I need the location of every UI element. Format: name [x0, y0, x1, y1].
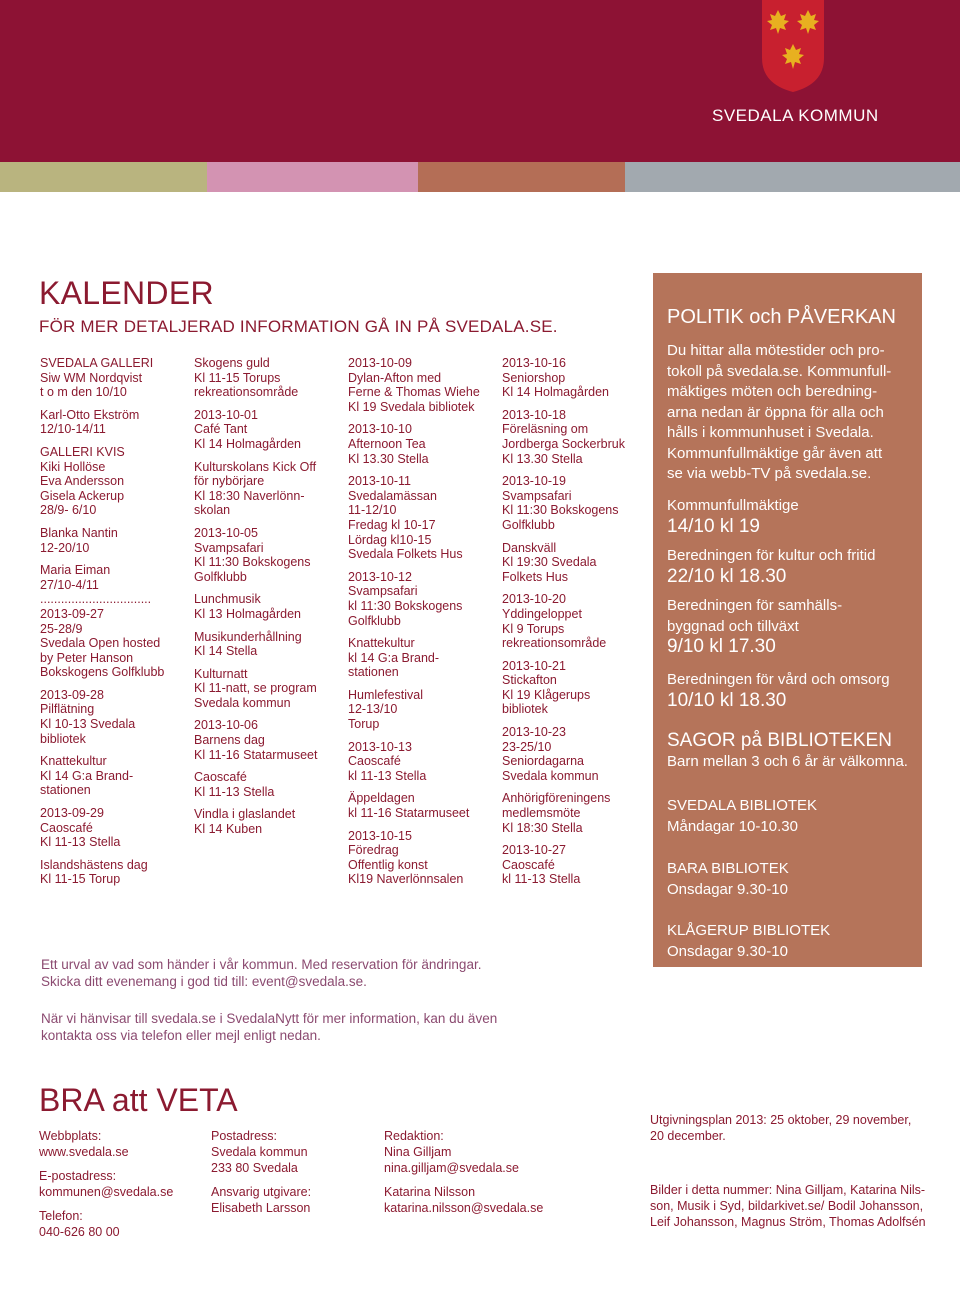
calendar-entry-line: 2013-10-06: [194, 718, 258, 733]
phone-number: 040-626 80 00: [39, 1225, 120, 1239]
calendar-entry-line: Dylan-Afton med: [348, 370, 442, 385]
calendar-entry-line: Kl 14 Holmagården: [502, 385, 610, 400]
contact-note: [41, 1010, 497, 1044]
calendar-entry-line: 2013-10-21: [502, 658, 566, 673]
lib1-block: [667, 796, 817, 837]
editorial-info: [384, 1128, 543, 1216]
calendar-entry-line: Kl 14 Stella: [194, 644, 258, 659]
calendar-entry-line: Golfklubb: [194, 569, 247, 584]
b2-label-2: byggnad och tillväxt: [667, 617, 799, 635]
calendar-entry-line: Kulturskolans Kick Off: [194, 459, 317, 474]
sagor-title: SAGOR på BIBLIOTEKEN: [667, 730, 892, 751]
calendar-entry-line: Eva Andersson: [40, 474, 125, 489]
calendar-entry-line: Musikunderhållning: [194, 629, 302, 644]
calendar-entry-line: 2013-10-12: [348, 569, 412, 584]
calendar-entry-line: Torup: [348, 717, 380, 732]
entry-gap: [194, 710, 339, 718]
calendar-entry-line: Svedala Open hosted: [40, 636, 161, 651]
entry-gap: [194, 452, 339, 460]
calendar-entry-line: Ferne & Thomas Wiehe: [348, 385, 480, 400]
panel-intro-line: arna nedan är öppna för alla och: [667, 403, 884, 421]
publication-plan: [650, 1112, 911, 1144]
calendar-entry-line: GALLERI KVIS: [40, 444, 125, 459]
contact-line-1: När vi hänvisar till svedala.se i SvedalaNytt för mer information, kan du även: [41, 1011, 498, 1026]
b3-date: 10/10 kl 18.30: [667, 689, 787, 711]
lib1-name: SVEDALA BIBLIOTEK: [667, 797, 818, 814]
calendar-entry-line: kl 11-13 Stella: [502, 872, 581, 887]
calendar-entry-line: för nybörjare: [194, 474, 265, 489]
calendar-entry-line: 27/10-4/11: [40, 577, 99, 592]
b1-block: [667, 546, 875, 587]
calendar-entry-line: 2013-10-01: [194, 407, 258, 422]
b2-label-1: Beredningen för samhälls-: [667, 597, 843, 614]
calendar-entry-line: Maria Eiman: [40, 563, 111, 578]
entry-gap: [502, 835, 647, 843]
calendar-entry-line: Skogens guld: [194, 356, 270, 370]
editor-1-email[interactable]: nina.gilljam@svedala.se: [384, 1161, 519, 1175]
calendar-entry-line: 2013-10-11: [348, 474, 412, 489]
calendar-entry-line: Bokskogens Golfklubb: [40, 665, 165, 680]
contact-line-2: kontakta oss via telefon eller mejl enligt nedan.: [41, 1028, 321, 1043]
calendar-entry-line: Kl 11-16 Statarmuseet: [194, 747, 318, 762]
publisher-label: Ansvarig utgivare:: [211, 1185, 312, 1199]
entry-gap: [194, 659, 339, 667]
entry-gap: [348, 562, 498, 570]
post-label: Postadress:: [211, 1129, 278, 1143]
calendar-entry-line: 12-20/10: [40, 540, 90, 555]
contact-info: [39, 1128, 173, 1240]
calendar-entry-line: Svedala kommun: [194, 695, 291, 710]
calendar-entry-line: Seniorshop: [502, 370, 566, 385]
lib2-time: Onsdagar 9.30-10: [667, 880, 788, 898]
calendar-entry-line: Blanka Nantin: [40, 525, 118, 540]
entry-gap: [348, 783, 498, 791]
calendar-entry-line: Kl 9 Torups: [502, 621, 565, 636]
entry-gap: [502, 584, 647, 592]
calendar-entry-line: 2013-10-20: [502, 592, 566, 607]
entry-gap: [502, 651, 647, 659]
calendar-entry-line: Svedala Folkets Hus: [348, 547, 463, 562]
calendar-entry-line: Knattekultur: [348, 636, 415, 651]
calendar-entry-line: Svedala kommun: [502, 768, 599, 783]
calendar-entry-line: 2013-10-05: [194, 525, 258, 540]
calendar-entry-line: Anhörigföreningens: [502, 791, 611, 806]
calendar-entry-line: Kl 14 G:a Brand-: [40, 768, 134, 783]
calendar-entry-line: 2013-10-19: [502, 474, 566, 489]
header-banner: [0, 0, 960, 162]
calendar-entry-line: Kiki Hollöse: [40, 459, 106, 474]
calendar-entry-line: skolan: [194, 503, 231, 518]
calendar-entry-line: Kulturnatt: [194, 666, 248, 681]
calendar-entry-line: 2013-09-28: [40, 687, 104, 702]
calendar-entry-line: bibliotek: [502, 702, 548, 717]
web-label: Webbplats:: [39, 1129, 102, 1143]
calendar-entry-line: Kl 18:30 Naverlönn-: [194, 488, 305, 503]
entry-gap: [40, 798, 185, 806]
entry-gap: [40, 555, 185, 563]
calendar-entry-line: Danskväll: [502, 540, 557, 555]
stripe-olive: [0, 162, 207, 192]
entry-gap: [40, 400, 185, 408]
publisher-name: Elisabeth Larsson: [211, 1201, 311, 1215]
entry-gap: [502, 717, 647, 725]
calendar-entry-line: Kl 10-13 Svedala: [40, 717, 136, 732]
entry-gap: [194, 518, 339, 526]
calendar-entry-line: Föredrag: [348, 843, 399, 858]
calendar-entry-line: Barnens dag: [194, 733, 265, 748]
calendar-entry-line: Svedalamässan: [348, 488, 437, 503]
lib3-time: Onsdagar 9.30-10: [667, 942, 788, 960]
calendar-entry-line: Humlefestival: [348, 687, 424, 702]
calendar-entry-line: Folkets Hus: [502, 569, 568, 584]
calendar-subtitle: FÖR MER DETALJERAD INFORMATION GÅ IN PÅ SVEDALA.SE.: [39, 317, 558, 336]
lib2-name: BARA BIBLIOTEK: [667, 860, 789, 877]
calendar-entry-line: 2013-10-16: [502, 356, 566, 370]
calendar-entry-line: Kl 11:30 Bokskogens: [502, 503, 619, 518]
calendar-entry-line: 11-12/10: [348, 503, 397, 518]
kf-date: 14/10 kl 19: [667, 515, 760, 537]
calendar-entry-line: Kl 11-13 Stella: [194, 784, 275, 799]
calendar-entry-line: Golfklubb: [502, 517, 555, 532]
calendar-entry-line: stationen: [40, 783, 91, 798]
entry-gap: [502, 400, 647, 408]
sagor-subtitle: Barn mellan 3 och 6 år är välkomna.: [667, 752, 908, 770]
credits-line-3: Leif Johansson, Magnus Ström, Thomas Adolfsén: [650, 1215, 926, 1229]
post-line-2: 233 80 Svedala: [211, 1161, 298, 1175]
calendar-entry-line: Kl 19:30 Svedala: [502, 555, 597, 570]
calendar-entry-line: 12/10-14/11: [40, 422, 106, 437]
entry-gap: [502, 783, 647, 791]
entry-gap: [194, 584, 339, 592]
calendar-entry-line: Seniordagarna: [502, 754, 585, 769]
calendar-entry-line: Caoscafé: [194, 770, 247, 785]
bra-att-veta-title: BRA att VETA: [39, 1082, 238, 1118]
calendar-entry-line: Kl19 Naverlönnsalen: [348, 872, 464, 887]
calendar-entry-line: 2013-10-27: [502, 843, 566, 858]
calendar-entry-line: Kl 19 Klågerups: [502, 687, 591, 702]
calendar-entry-line: 2013-10-13: [348, 739, 412, 754]
calendar-entry-line: kl 11-13 Stella: [348, 768, 427, 783]
calendar-entry-line: Kl 13.30 Stella: [348, 451, 429, 466]
b3-label: Beredningen för vård och omsorg: [667, 671, 890, 688]
calendar-entry-line: Svampsafari: [502, 488, 572, 503]
calendar-entry-line: kl 11-16 Statarmuseet: [348, 806, 470, 821]
calendar-entry-line: Föreläsning om: [502, 422, 589, 437]
sagor-block: [667, 731, 908, 772]
calendar-entry-line: Kl 11-natt, se program: [194, 681, 317, 696]
entry-gap: [40, 746, 185, 754]
calendar-entry-line: Fredag kl 10-17: [348, 517, 436, 532]
politics-panel: [653, 273, 922, 967]
b2-block: [667, 596, 842, 658]
calendar-entry-line: medlemsmöte: [502, 806, 581, 821]
entry-gap: [40, 850, 185, 858]
entry-gap: [194, 622, 339, 630]
phone-label: Telefon:: [39, 1209, 83, 1223]
stripe-pink: [207, 162, 418, 192]
calendar-entry-line: 2013-09-29: [40, 806, 104, 821]
web-link[interactable]: www.svedala.se: [39, 1145, 129, 1159]
disclaimer-line-1: Ett urval av vad som händer i vår kommun. Med reservation för ändringar.: [41, 957, 482, 972]
calendar-entry-line: Jordberga Sockerbruk: [502, 436, 625, 451]
calendar-entry-line: Caoscafé: [40, 820, 93, 835]
calendar-entry-line: Kl 14 Holmagården: [194, 436, 302, 451]
calendar-entry-line: Gisela Ackerup: [40, 488, 125, 503]
credits-line-1: Bilder i detta nummer: Nina Gilljam, Katarina Nils-: [650, 1183, 926, 1197]
editors-label: Redaktion:: [384, 1129, 444, 1143]
b2-date: 9/10 kl 17.30: [667, 636, 776, 657]
calendar-entry-line: kl 11:30 Bokskogens: [348, 598, 463, 613]
calendar-entry-line: stationen: [348, 665, 399, 680]
calendar-column-1: [40, 356, 185, 887]
dotted-divider: ................................: [40, 592, 152, 607]
calendar-entry-line: Kl 13.30 Stella: [502, 451, 583, 466]
calendar-entry-line: kl 14 G:a Brand-: [348, 650, 440, 665]
calendar-entry-line: rekreationsområde: [194, 385, 299, 400]
entry-gap: [348, 732, 498, 740]
calendar-entry-line: Kl 11-13 Stella: [40, 835, 121, 850]
calendar-entry-line: 2013-10-15: [348, 828, 412, 843]
calendar-entry-line: 2013-10-09: [348, 356, 412, 370]
calendar-entry-line: Afternoon Tea: [348, 436, 426, 451]
calendar-entry-line: 2013-10-23: [502, 725, 566, 740]
brand-name: SVEDALA KOMMUN: [712, 106, 879, 125]
panel-intro-line: se via webb-TV på svedala.se.: [667, 465, 872, 482]
calendar-entry-line: rekreationsområde: [502, 636, 607, 651]
panel-intro: [667, 341, 891, 485]
calendar-entry-line: 25-28/9: [40, 621, 83, 636]
calendar-entry-line: Kl 19 Svedala bibliotek: [348, 399, 475, 414]
calendar-entry-line: Café Tant: [194, 422, 248, 437]
calendar-entry-line: Kl 13 Holmagården: [194, 606, 302, 621]
calendar-entry-line: Karl-Otto Ekström: [40, 407, 140, 422]
calendar-entry-line: Kl 11-15 Torups: [194, 370, 281, 385]
calendar-entry-line: t o m den 10/10: [40, 385, 127, 400]
coat-of-arms-icon: [762, 0, 824, 92]
entry-gap: [348, 414, 498, 422]
calendar-entry-line: Kl 11:30 Bokskogens: [194, 555, 311, 570]
calendar-entry-line: 2013-09-27: [40, 606, 104, 621]
calendar-entry-line: Kl 11-15 Torup: [40, 872, 121, 887]
entry-gap: [194, 762, 339, 770]
postal-info: [211, 1128, 311, 1216]
calendar-entry-line: SVEDALA GALLERI: [40, 356, 154, 370]
editor-2-name: Katarina Nilsson: [384, 1185, 476, 1199]
panel-intro-line: Du hittar alla mötestider och pro-: [667, 342, 885, 359]
calendar-entry-line: Offentlig konst: [348, 857, 428, 872]
lib3-block: [667, 921, 830, 962]
calendar-entry-line: Stickafton: [502, 673, 557, 688]
calendar-column-4: [502, 356, 647, 887]
calendar-entry-line: Caoscafé: [502, 857, 555, 872]
entry-gap: [40, 437, 185, 445]
calendar-title: KALENDER: [39, 275, 214, 311]
plan-line-1: Utgivningsplan 2013: 25 oktober, 29 november,: [650, 1113, 912, 1127]
calendar-entry-line: 28/9- 6/10: [40, 503, 97, 518]
lib3-name: KLÅGERUP BIBLIOTEK: [667, 922, 831, 939]
stripe-terracotta: [418, 162, 625, 192]
email-label: E-postadress:: [39, 1169, 117, 1183]
lib2-block: [667, 859, 789, 900]
calendar-entry-line: 12-13/10: [348, 702, 398, 717]
entry-gap: [194, 400, 339, 408]
entry-gap: [502, 466, 647, 474]
calendar-entry-line: Golfklubb: [348, 613, 401, 628]
calendar-entry-line: Knattekultur: [40, 754, 107, 769]
entry-gap: [194, 799, 339, 807]
calendar-entry-line: Lunchmusik: [194, 592, 261, 607]
calendar-entry-line: Svampsafari: [348, 584, 418, 599]
calendar-entry-line: bibliotek: [40, 731, 86, 746]
calendar-entry-line: Kl 14 Kuben: [194, 822, 263, 837]
calendar-entry-line: 23-25/10: [502, 739, 552, 754]
calendar-entry-line: Pilflätning: [40, 702, 95, 717]
calendar-entry-line: 2013-10-18: [502, 407, 566, 422]
b1-label: Beredningen för kultur och fritid: [667, 547, 876, 564]
calendar-entry-line: Yddingeloppet: [502, 606, 582, 621]
panel-intro-line: hålls i kommunhuset i Svedala.: [667, 424, 874, 441]
calendar-entry-line: Äppeldagen: [348, 791, 415, 806]
entry-gap: [348, 821, 498, 829]
kf-block: [667, 496, 799, 537]
editor-1-name: Nina Gilljam: [384, 1145, 452, 1159]
calendar-entry-line: Lördag kl10-15: [348, 532, 432, 547]
calendar-column-3: [348, 356, 498, 887]
panel-intro-line: Kommunfullmäktige går även att: [667, 444, 883, 462]
calendar-entry-line: by Peter Hanson: [40, 650, 134, 665]
calendar-entry-line: Islandshästens dag: [40, 857, 148, 872]
panel-intro-line: mäktiges möten och beredning-: [667, 383, 878, 400]
entry-gap: [348, 466, 498, 474]
disclaimer-line-2: Skicka ditt evenemang i god tid till: event@svedala.se.: [41, 974, 367, 989]
email-link[interactable]: kommunen@svedala.se: [39, 1185, 174, 1199]
stripe-grey: [625, 162, 960, 192]
photo-credits: [650, 1182, 926, 1230]
entry-gap: [348, 628, 498, 636]
calendar-entry-line: Svampsafari: [194, 540, 264, 555]
color-stripes: [0, 162, 960, 192]
plan-line-2: 20 december.: [650, 1129, 726, 1143]
calendar-column-2: [194, 356, 339, 837]
editor-2-email[interactable]: katarina.nilsson@svedala.se: [384, 1201, 544, 1215]
panel-title: POLITIK och PÅVERKAN: [667, 306, 896, 328]
calendar-entry-line: Siw WM Nordqvist: [40, 370, 143, 385]
b1-date: 22/10 kl 18.30: [667, 565, 787, 587]
entry-gap: [502, 533, 647, 541]
entry-gap: [40, 680, 185, 688]
calendar-entry-line: Vindla i glaslandet: [194, 807, 296, 822]
entry-gap: [40, 518, 185, 526]
disclaimer-note: [41, 956, 481, 990]
panel-intro-line: tokoll på svedala.se. Kommunfull-: [667, 362, 892, 380]
entry-gap: [348, 680, 498, 688]
post-line-1: Svedala kommun: [211, 1145, 308, 1159]
credits-line-2: son, Musik i Syd, bildarkivet.se/ Bodil Johansson,: [650, 1199, 924, 1213]
calendar-entry-line: Kl 18:30 Stella: [502, 820, 583, 835]
b3-block: [667, 670, 890, 711]
calendar-entry-line: Caoscafé: [348, 754, 401, 769]
calendar-entry-line: 2013-10-10: [348, 422, 412, 437]
lib1-time: Måndagar 10-10.30: [667, 817, 798, 835]
kf-label: Kommunfullmäktige: [667, 497, 799, 514]
